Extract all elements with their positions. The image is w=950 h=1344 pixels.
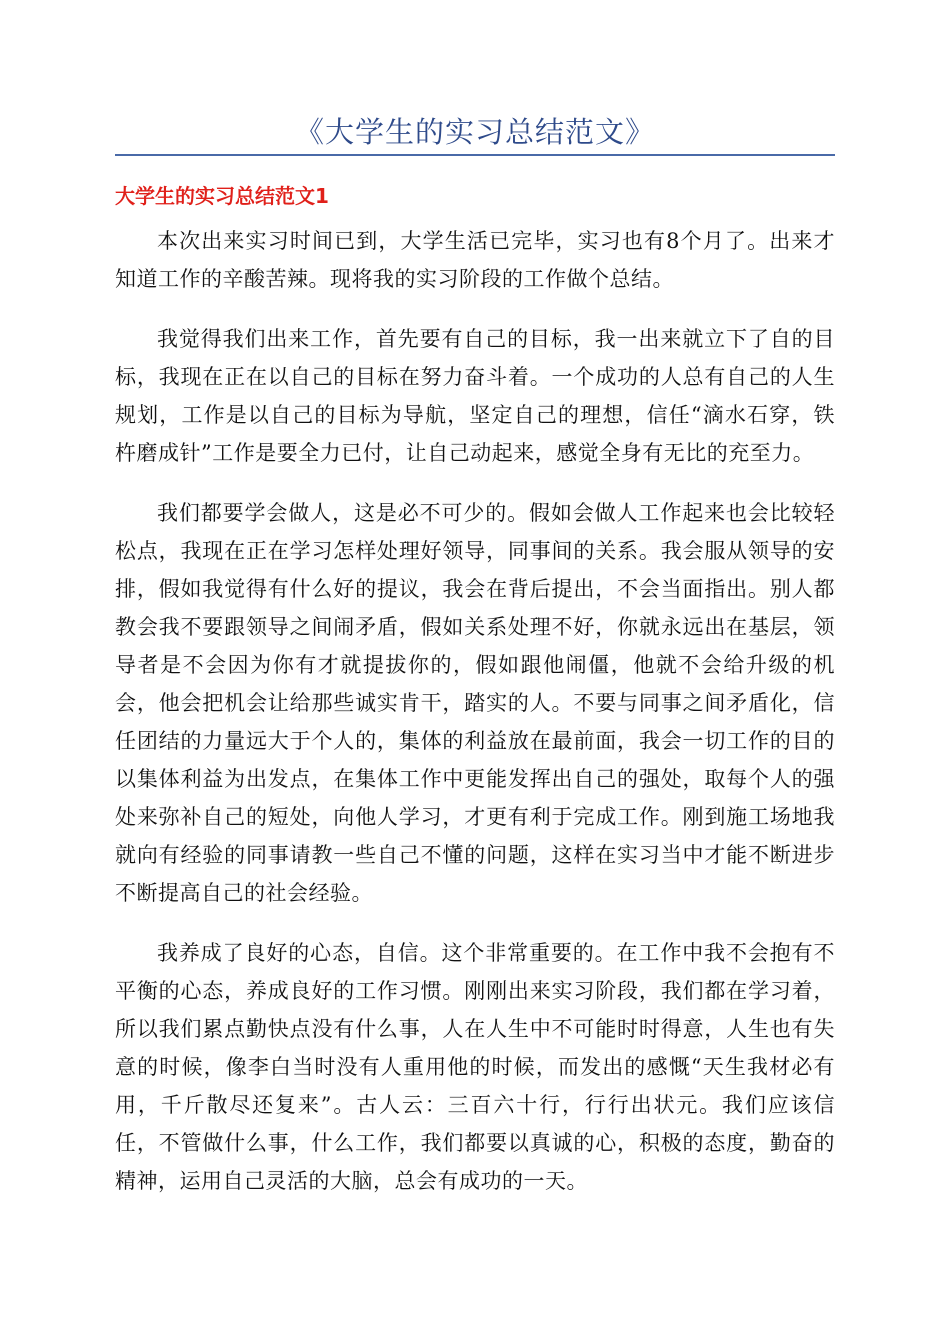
section-heading: 大学生的实习总结范文1	[115, 184, 329, 208]
title-underline	[115, 154, 835, 156]
paragraph-2: 我觉得我们出来工作，首先要有自己的目标，我一出来就立下了自的目标，我现在正在以自己的目标在努力奋斗着。一个成功的人总有自己的人生规划，工作是以自己的目标为导航，坚定自己的理想，信任“滴水石穿，铁杵磨成针”工作是要全力已付，让自己动起来，感觉全身有无比的充至力。	[115, 327, 835, 465]
paragraph-4: 我养成了良好的心态，自信。这个非常重要的。在工作中我不会抱有不平衡的心态，养成良好的工作习惯。刚刚出来实习阶段，我们都在学习着，所以我们累点勤快点没有什么事，人在人生中不可能时时得意，人生也有失意的时候，像李白当时没有人重用他的时候，而发出的感慨“天生我材必有用，千斤散尽还复来”。古人云：三百六十行，行行出状元。我们应该信任，不管做什么事，什么工作，我们都要以真诚的心，积极的态度，勤奋的精神，运用自己灵活的大脑，总会有成功的一天。	[115, 941, 835, 1193]
paragraph-1: 本次出来实习时间已到，大学生活已完毕，实习也有8个月了。出来才知道工作的辛酸苦辣。现将我的实习阶段的工作做个总结。	[115, 229, 835, 291]
paragraph-3: 我们都要学会做人，这是必不可少的。假如会做人工作起来也会比较轻松点，我现在正在学习怎样处理好领导，同事间的关系。我会服从领导的安排，假如我觉得有什么好的提议，我会在背后提出，不会当面指出。别人都教会我不要跟领导之间闹矛盾，假如关系处理不好，你就永远出在基层，领导者是不会因为你有才就提拔你的，假如跟他闹僵，他就不会给升级的机会，他会把机会让给那些诚实肯干，踏实的人。不要与同事之间矛盾化，信任团结的力量远大于个人的，集体的利益放在最前面，我会一切工作的目的以集体利益为出发点，在集体工作中更能发挥出自己的强处，取每个人的强处来弥补自己的短处，向他人学习，才更有利于完成工作。刚到施工场地我就向有经验的同事请教一些自己不懂的问题，这样在实习当中才能不断进步不断提高自己的社会经验。	[115, 501, 835, 905]
document-body	[115, 222, 835, 1222]
document-title: 《大学生的实习总结范文》	[294, 115, 655, 149]
